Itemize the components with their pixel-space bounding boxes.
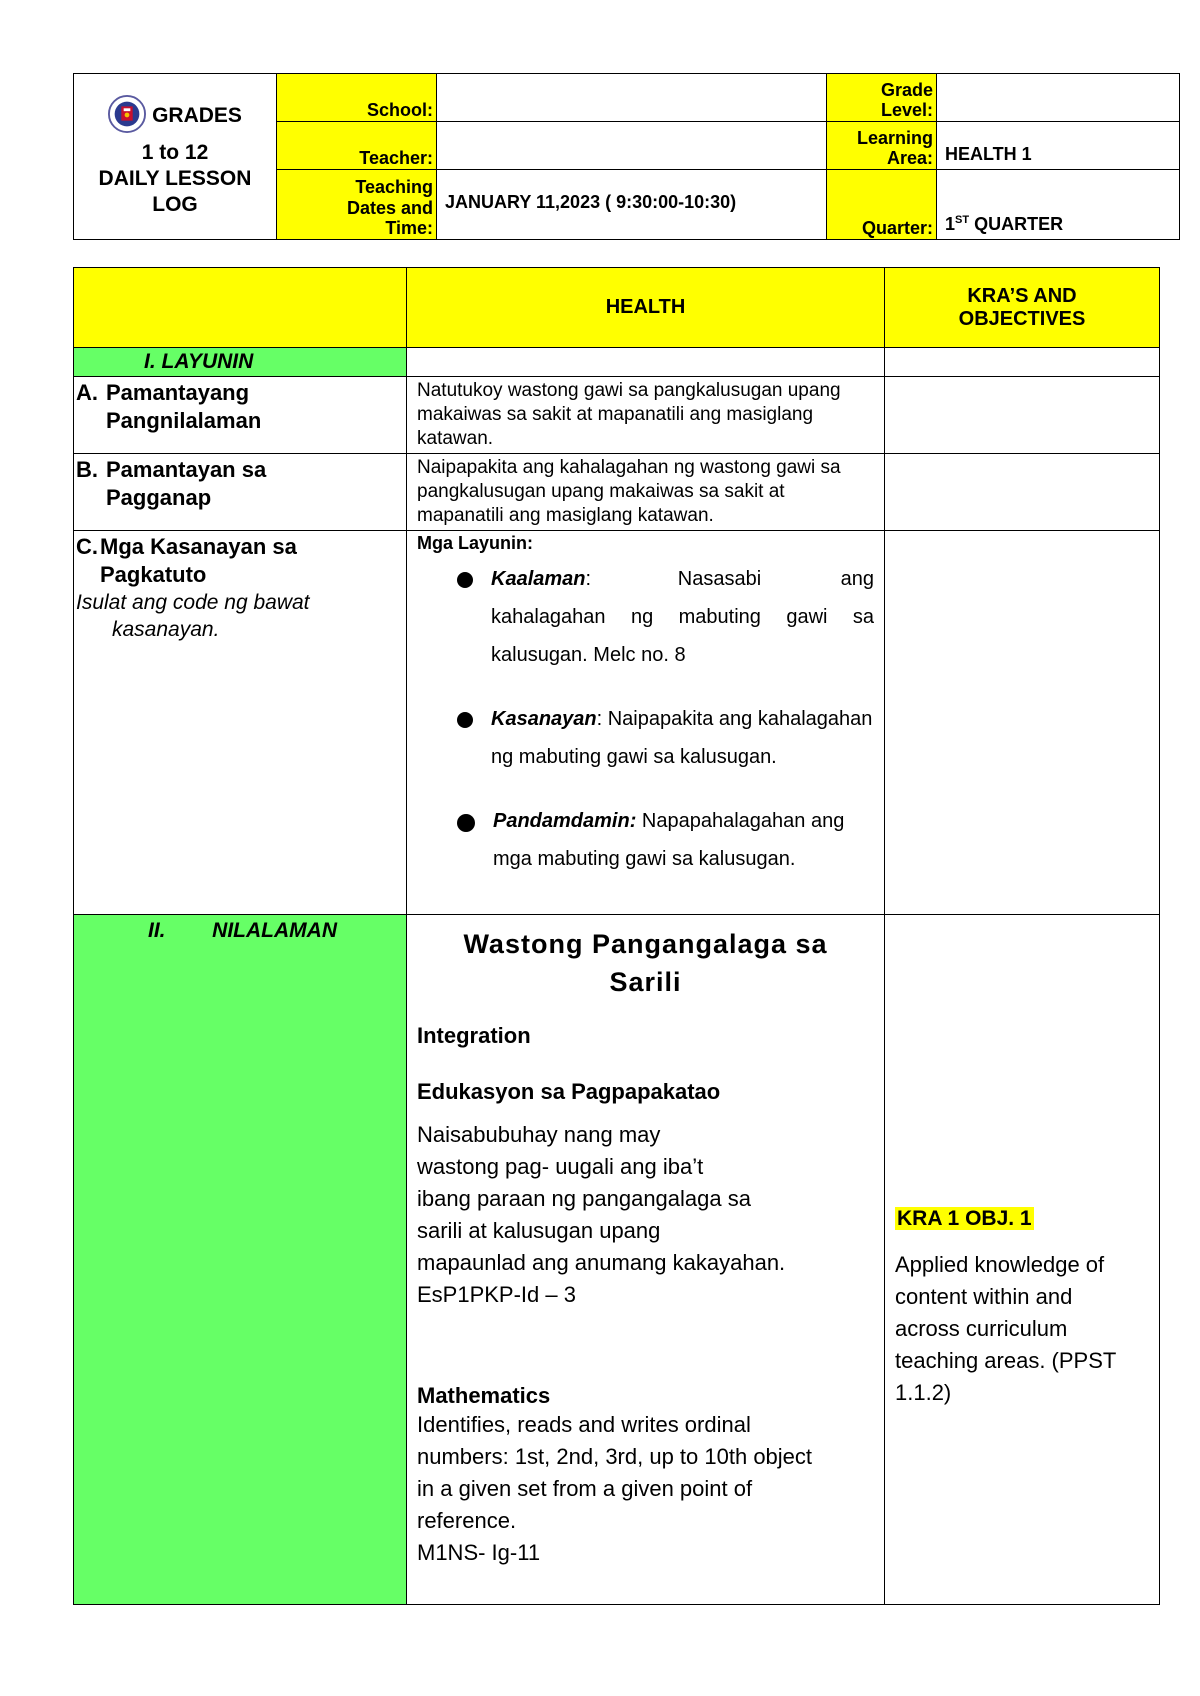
esp-heading: Edukasyon sa Pagpapakatao <box>417 1079 721 1104</box>
kra-description <box>895 1249 1149 1409</box>
objective-kasanayan-text: : Naipapakita ang kahalagahan ng mabuting gawi sa kalusugan. <box>491 708 873 768</box>
learning-label-line-1: Learning <box>856 127 933 148</box>
header-table <box>73 73 1180 240</box>
lesson-title-line-2: Sarili <box>609 967 682 997</box>
teaching-dates-field[interactable]: JANUARY 11,2023 ( 9:30:00-10:30) <box>437 170 827 240</box>
deped-seal-icon <box>108 95 146 133</box>
logo-cell <box>74 74 277 240</box>
kra-line-4: teaching areas. (PPST <box>895 1348 1117 1373</box>
title-line-3: DAILY LESSON <box>98 167 252 190</box>
row-a-letter: A. <box>76 380 98 405</box>
row-c-line-1: Mga Kasanayan sa <box>100 534 297 559</box>
school-field[interactable] <box>437 74 827 122</box>
row-a-label <box>74 377 407 454</box>
teaching-label-line-2: Dates and <box>346 197 433 218</box>
title-line-1: GRADES <box>152 103 242 127</box>
mga-layunin-label: Mga Layunin: <box>417 533 533 553</box>
objective-kaalaman-label: Kaalaman <box>491 568 586 590</box>
section-layunin-heading: I. LAYUNIN <box>74 348 407 377</box>
teacher-field[interactable] <box>437 122 827 170</box>
row-c-note <box>76 589 396 643</box>
teacher-label: Teacher: <box>277 122 437 170</box>
grade-field[interactable] <box>937 74 1180 122</box>
row-c-label <box>74 531 407 915</box>
grade-label-line-2: Level: <box>880 100 933 121</box>
kra-line-2: content within and <box>895 1284 1073 1309</box>
row-c-heading <box>76 533 396 589</box>
nilalaman-kra <box>885 915 1160 1605</box>
math-line-3: in a given set from a given point of <box>417 1476 753 1501</box>
objective-pandamdamin-label: Pandamdamin: <box>493 810 637 832</box>
kra-objective-badge: KRA 1 OBJ. 1 <box>897 1207 1032 1230</box>
esp-line-3: ibang paraan ng pangangalaga sa <box>417 1186 751 1211</box>
integration-heading: Integration <box>417 1023 531 1048</box>
lesson-table <box>73 267 1160 1605</box>
row-b-line-2: Pagganap <box>106 485 212 510</box>
quarter-word: QUARTER <box>969 214 1064 234</box>
objective-pandamdamin <box>457 802 874 878</box>
kra-line-3: across curriculum <box>895 1316 1068 1341</box>
esp-line-5: mapaunlad ang anumang kakayahan. <box>417 1250 786 1275</box>
row-b-text: Naipapakita ang kahalagahan ng wastong gawi sa pangkalusugan upang makaiwas sa sakit at mapanatili ang masiglang katawan. <box>407 454 885 531</box>
esp-text <box>417 1119 874 1311</box>
table-header-row <box>74 268 1160 348</box>
row-c-note-line-1: Isulat ang code ng bawat <box>76 591 310 614</box>
teaching-label-line-1: Teaching <box>355 176 433 197</box>
bullet-icon <box>457 712 473 728</box>
learning-area-label <box>827 122 937 170</box>
section-layunin-mid <box>407 348 885 377</box>
lesson-title <box>417 925 874 1001</box>
teaching-label-line-3: Time: <box>385 218 433 239</box>
grade-label-line-1: Grade <box>880 79 933 100</box>
row-c-kra <box>885 531 1160 915</box>
learning-area-field[interactable]: HEALTH 1 <box>937 122 1180 170</box>
row-b-letter: B. <box>76 457 98 482</box>
row-b-line-1: Pamantayan sa <box>106 457 267 482</box>
esp-line-1: Naisabubuhay nang may <box>417 1122 661 1147</box>
title-line-4: LOG <box>152 193 198 217</box>
section-nilalaman-cell <box>74 915 407 1605</box>
school-label: School: <box>277 74 437 122</box>
bullet-icon <box>457 572 473 588</box>
math-line-2: numbers: 1st, 2nd, 3rd, up to 10th object <box>417 1444 813 1469</box>
row-a-line-1: Pamantayang <box>106 380 250 405</box>
row-b-label <box>74 454 407 531</box>
bullet-icon <box>457 814 475 832</box>
esp-code: EsP1PKP-Id – 3 <box>417 1282 576 1307</box>
col-kra-header <box>885 268 1160 348</box>
learning-label-line-2: Area: <box>886 148 933 169</box>
row-c-line-2: Pagkatuto <box>100 562 207 587</box>
row-a-text: Natutukoy wastong gawi sa pangkalusugan upang makaiwas sa sakit at mapanatili ang masiglang katawan. <box>407 377 885 454</box>
kra-line-5: 1.1.2) <box>895 1380 952 1405</box>
objective-pandamdamin-text: Napapahalagahan ang mga mabuting gawi sa kalusugan. <box>493 810 845 870</box>
esp-line-2: wastong pag- uugali ang iba’t <box>417 1154 704 1179</box>
row-c-note-line-2: kasanayan. <box>112 618 220 641</box>
quarter-field[interactable] <box>937 170 1180 240</box>
esp-line-4: sarili at kalusugan upang <box>417 1218 661 1243</box>
col-health-header: HEALTH <box>407 268 885 348</box>
objective-kaalaman-text: : Nasasabi ang kahalagahan ng mabuting gawi sa kalusugan. Melc no. 8 <box>491 568 880 666</box>
header-blank-cell <box>74 268 407 348</box>
math-text <box>417 1409 874 1569</box>
title-block <box>108 95 242 133</box>
kra-line-1: Applied knowledge of <box>895 1252 1105 1277</box>
nilalaman-content <box>407 915 885 1605</box>
lesson-title-line-1: Wastong Pangangalaga sa <box>463 929 828 959</box>
math-line-1: Identifies, reads and writes ordinal <box>417 1412 751 1437</box>
quarter-suffix: ST <box>955 214 970 226</box>
math-line-4: reference. <box>417 1508 517 1533</box>
math-code: M1NS- Ig-11 <box>417 1540 541 1565</box>
teaching-dates-label <box>277 170 437 240</box>
objective-kaalaman <box>457 560 880 674</box>
objective-kasanayan-label: Kasanayan <box>491 708 597 730</box>
math-heading: Mathematics <box>417 1383 551 1408</box>
quarter-number: 1 <box>945 214 956 234</box>
row-c-letter: C. <box>76 534 98 559</box>
row-a-line-2: Pangnilalaman <box>106 408 262 433</box>
row-c-objectives <box>407 531 885 915</box>
grade-label <box>827 74 937 122</box>
row-a-kra <box>885 377 1160 454</box>
kra-header-line-1: KRA’S AND <box>967 284 1077 307</box>
quarter-label: Quarter: <box>827 170 937 240</box>
title-line-2: 1 to 12 <box>141 140 209 164</box>
kra-header-line-2: OBJECTIVES <box>958 307 1086 330</box>
row-b-kra <box>885 454 1160 531</box>
section-nilalaman-heading: II. NILALAMAN <box>148 919 337 942</box>
section-layunin-right <box>885 348 1160 377</box>
objective-kasanayan <box>457 700 874 776</box>
